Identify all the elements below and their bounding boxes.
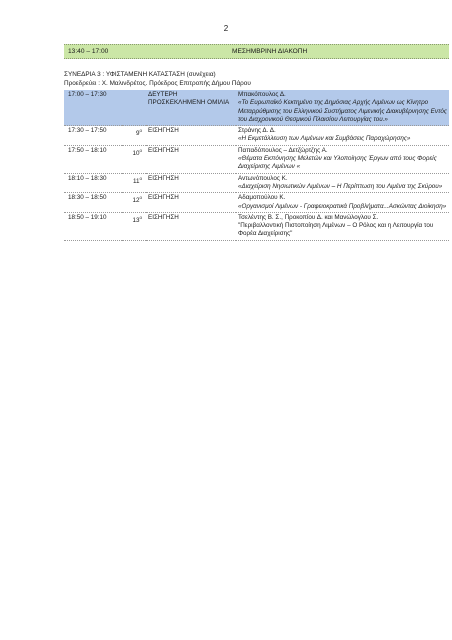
row-number-value: 9 [135, 130, 140, 138]
row-number [122, 173, 146, 193]
row-title: «Οργανισμοί Λιμένων - Γραφειοκρατικά Προβλήματα...Ασκώντας Διοίκηση» [238, 202, 447, 210]
row-number [122, 193, 146, 213]
row-number-suffix: ο [139, 214, 142, 220]
row-type: ΕΙΣΗΓΗΣΗ [146, 126, 236, 146]
schedule-table [64, 90, 449, 241]
row-presentation [236, 90, 449, 126]
row-number-value: 13 [132, 216, 140, 224]
row-number-value: 11 [132, 177, 140, 185]
programme-page [64, 44, 449, 241]
lunch-break-bar [64, 44, 449, 59]
row-authors: Στράνης Δ. Δ. [238, 127, 276, 135]
row-number [122, 212, 146, 240]
session-chair: Προεδρεύει : Χ. Μαλινδρέτος. Πρόεδρος Επιτροπής Δήμου Πάρου [64, 80, 251, 87]
lunch-break-time: 13:40 – 17:00 [68, 48, 109, 55]
row-presentation [236, 145, 449, 173]
row-time: 18:50 – 19:10 [64, 212, 122, 240]
page-number: 2 [223, 24, 229, 33]
row-type: ΕΙΣΗΓΗΣΗ [146, 145, 236, 173]
row-time: 17:50 – 18:10 [64, 145, 122, 173]
row-title: «Θέματα Εκπόνησης Μελετών και Υλοποίησης Έργων από τους Φορείς Διαχείρισης Λιμένων « [238, 155, 437, 171]
schedule-row [64, 145, 449, 173]
row-authors: Αντωνόπουλος Κ. [238, 174, 288, 182]
row-type: ΕΙΣΗΓΗΣΗ [146, 173, 236, 193]
row-number [122, 145, 146, 173]
row-title: «Το Ευρωπαϊκό Κεκτημένο της Δημόσιας Αρχής Λιμένων ως Κίνητρο Μεταρρύθμισης του Ελληνικού Συστήματος Λιμενικής Διακυβέρνησης Εντός του Διαχρονικού Θεσμικού Πλαισίου Λειτουργίας του.» [238, 99, 447, 123]
row-number-suffix: ο [139, 195, 142, 201]
row-type: ΕΙΣΗΓΗΣΗ [146, 193, 236, 213]
row-presentation [236, 212, 449, 240]
row-title: «Η Εκμετάλλευση των Λιμένων και Συμβάσεις Παραχώρησης» [238, 135, 411, 143]
schedule-row-keynote [64, 90, 449, 126]
row-presentation [236, 173, 449, 193]
row-time: 18:10 – 18:30 [64, 173, 122, 193]
row-authors: Αδαμοπούλου Κ. [238, 194, 286, 202]
row-number-suffix: ο [139, 128, 142, 134]
row-time: 17:30 – 17:50 [64, 126, 122, 146]
row-time: 17:00 – 17:30 [64, 90, 122, 126]
row-presentation [236, 126, 449, 146]
row-number-suffix: ο [139, 147, 142, 153]
schedule-row [64, 193, 449, 213]
row-authors: Παπαδόπουλος – Δετζώρτζης Α. [238, 146, 328, 154]
row-authors: Τσελέντης Β. Σ., Προκοπίου Δ. και Μανώλογλου Σ. [238, 213, 379, 221]
session-title: ΣΥΝΕΔΡΙΑ 3 : ΥΦΙΣΤΑΜΕΝΗ ΚΑΤΑΣΤΑΣΗ (συνέχεια) [64, 71, 216, 78]
lunch-break-label: ΜΕΣΗΜΒΡΙΝΗ ΔΙΑΚΟΠΗ [232, 48, 308, 55]
row-title: "Περιβαλλοντική Πιστοποίηση Λιμένων – Ο Ρόλος και η Λειτουργία του Φορέα Διαχείρισης" [238, 222, 434, 238]
row-presentation [236, 193, 449, 213]
row-type: ΔΕΥΤΕΡΗ ΠΡΟΣΚΕΚΛΗΜΕΝΗ ΟΜΙΛΙΑ [146, 90, 236, 126]
row-title: «Διαχείριση Νησιωτικών Λιμένων – Η Περίπτωση του Λιμένα της Σκύρου» [238, 182, 443, 190]
row-number-value: 10 [132, 149, 140, 157]
row-number [122, 126, 146, 146]
row-number-value: 12 [132, 197, 140, 205]
schedule-row [64, 126, 449, 146]
row-number-suffix: ο [139, 175, 142, 181]
row-type: ΕΙΣΗΓΗΣΗ [146, 212, 236, 240]
schedule-row [64, 173, 449, 193]
row-number [122, 90, 146, 126]
row-authors: Μπακόπουλος Δ. [238, 91, 286, 98]
row-time: 18:30 – 18:50 [64, 193, 122, 213]
schedule-row [64, 212, 449, 240]
